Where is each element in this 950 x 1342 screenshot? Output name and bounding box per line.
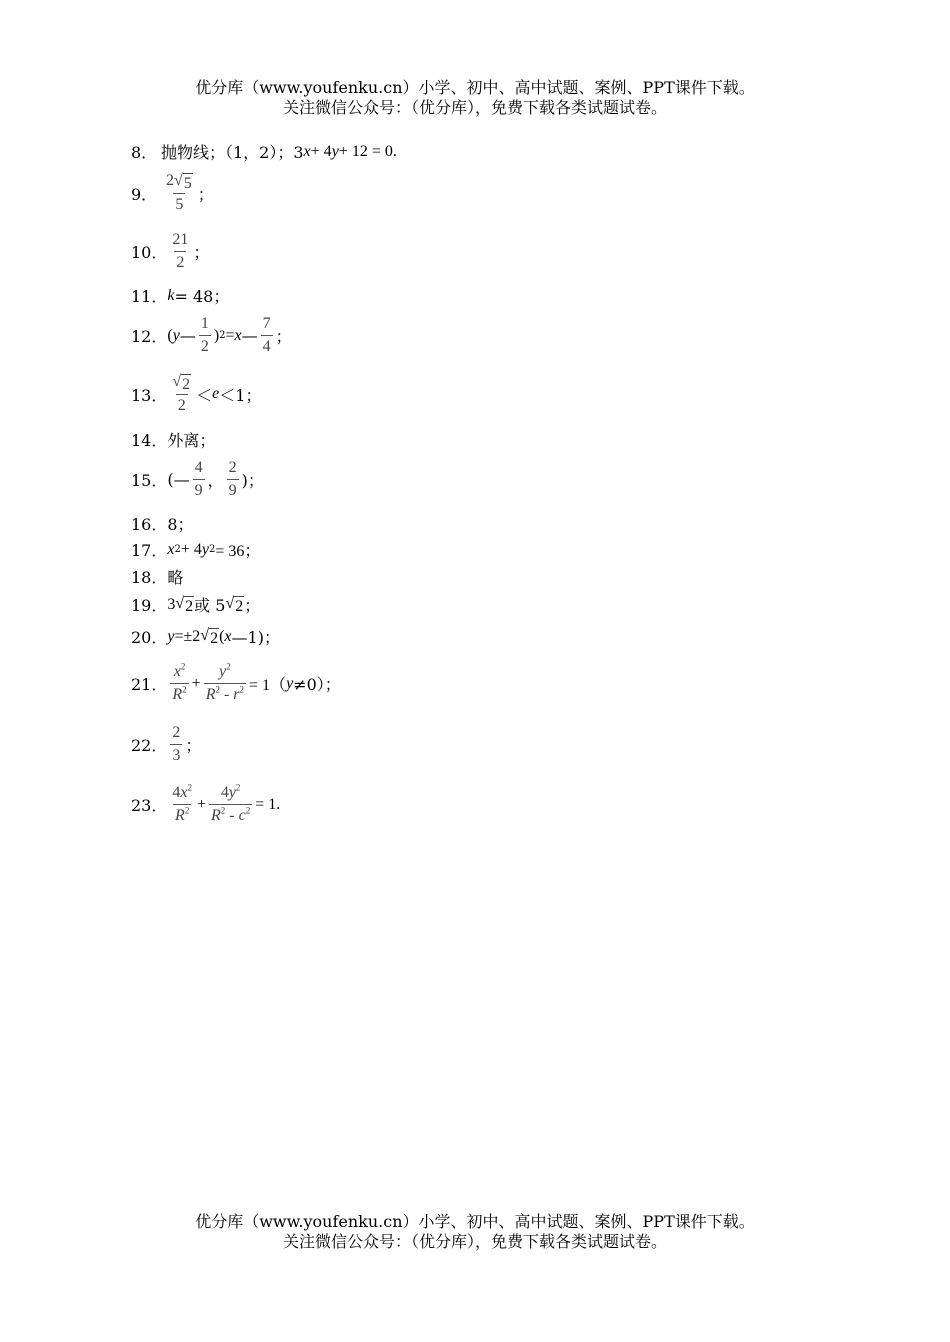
answer-text: 8； — [167, 515, 194, 534]
answer-text: 略 — [167, 568, 184, 587]
answer-text: = 48； — [174, 287, 230, 306]
numerator: 7 — [262, 315, 271, 332]
less-than: ＜ — [196, 385, 213, 405]
coefficient: 4 — [172, 784, 181, 801]
answer-text: 抛物线；（1，2）；3 — [161, 143, 304, 162]
sqrt: √ 2 — [175, 594, 194, 615]
answer-14 — [131, 428, 215, 451]
answer-text: + 12 = 0. — [338, 142, 397, 160]
minus: — — [179, 326, 196, 345]
var-x: x — [167, 540, 175, 558]
denominator: 4 — [261, 335, 273, 358]
answer-10 — [131, 229, 209, 274]
answer-8 — [131, 140, 397, 163]
var-c: c — [238, 807, 246, 824]
exponent: 2 — [245, 805, 251, 816]
sqrt: √ 2 — [172, 373, 191, 393]
answer-18 — [131, 565, 183, 588]
exponent: 2 — [220, 805, 226, 816]
exponent: 2 — [187, 782, 192, 793]
numerator: 2 — [228, 459, 237, 476]
denominator: 3 — [170, 744, 182, 767]
answer-text: )； — [241, 471, 264, 490]
var-R: R — [175, 807, 185, 824]
var-y: y — [228, 784, 236, 801]
coefficient: 4 — [220, 784, 229, 801]
sqrt: √ 2 — [200, 626, 219, 647]
numerator: 1 — [200, 315, 209, 332]
answer-9 — [131, 170, 214, 216]
answer-number: 15． — [131, 471, 168, 490]
var-x: x — [173, 663, 181, 680]
coefficient: 3 — [167, 595, 176, 613]
answer-11 — [131, 284, 229, 307]
minus: - — [225, 807, 239, 824]
var-r: r — [233, 686, 240, 703]
answer-text: + 4 — [310, 142, 332, 160]
fraction — [193, 457, 205, 502]
answer-text: ； — [244, 596, 261, 615]
answer-text: —1)； — [231, 628, 280, 647]
minus: — — [241, 326, 258, 345]
page-header — [0, 78, 950, 118]
denominator: 2 — [174, 251, 186, 274]
var-y: y — [172, 326, 180, 344]
answer-12: 12． ( y — $\frac{1}{2}$ ) 2 = x — $\frac{7}{4}$ ； — [131, 313, 292, 358]
var-e: e — [212, 385, 220, 402]
answer-number: 12． — [131, 327, 168, 346]
answer-text: ； — [275, 327, 292, 346]
fraction — [227, 457, 239, 502]
fraction — [170, 371, 193, 417]
fraction — [204, 661, 246, 706]
answer-text: 或 5 — [194, 596, 226, 615]
answer-23 — [131, 782, 280, 827]
paren-open: ( — [167, 326, 173, 344]
sqrt: √ 2 — [225, 594, 244, 615]
fraction — [209, 782, 252, 827]
var-x: x — [180, 784, 188, 801]
exponent: 2 — [239, 684, 245, 695]
var-x: x — [303, 142, 311, 160]
answer-number: 22． — [131, 736, 168, 755]
answer-text: ； — [185, 736, 202, 755]
var-y: y — [167, 627, 175, 645]
plus: + — [196, 795, 207, 813]
answer-number: 10． — [131, 243, 168, 262]
answer-number: 20． — [131, 628, 168, 647]
answer-number: 19． — [131, 596, 168, 615]
answer-13 — [131, 371, 261, 417]
answer-text: ＜1； — [219, 385, 262, 405]
radicand: 2 — [185, 597, 194, 615]
exponent: 2 — [235, 782, 241, 793]
page-footer — [0, 1212, 950, 1252]
answer-16 — [131, 512, 194, 535]
answer-17: 17． x 2 + 4 y 2 = 36； — [131, 538, 260, 561]
plus: + — [191, 674, 201, 692]
answer-number: 16． — [131, 515, 168, 534]
answer-number: 9． — [131, 184, 158, 204]
radicand: 2 — [235, 597, 244, 615]
answer-text: ； — [193, 243, 210, 262]
var-k: k — [167, 286, 175, 304]
denominator: 2 — [199, 335, 211, 358]
answer-text: =±2 — [174, 627, 201, 645]
minus: - — [219, 686, 234, 703]
exponent: 2 — [184, 805, 190, 816]
numerator: 21 — [172, 231, 189, 248]
answer-text: + 4 — [180, 540, 202, 558]
answer-number: 14． — [131, 431, 168, 450]
answer-text: 外离； — [167, 431, 216, 450]
fraction — [170, 229, 190, 274]
radicand: 5 — [183, 175, 192, 192]
answer-19 — [131, 593, 260, 616]
header-line-2: 关注微信公众号：（优分库），免费下载各类试题试卷。 — [282, 98, 667, 117]
comma: ， — [207, 471, 224, 490]
answer-number: 23． — [131, 796, 168, 815]
var-R: R — [172, 686, 183, 703]
var-x: x — [234, 326, 242, 344]
exponent: 2 — [180, 661, 186, 672]
answer-text: = 36； — [215, 543, 261, 560]
denominator: 5 — [173, 193, 185, 216]
answer-number: 17． — [131, 541, 168, 560]
var-y: y — [286, 674, 294, 692]
answer-21 — [131, 661, 341, 706]
exponent: 2 — [215, 684, 220, 695]
answer-number: 11． — [131, 287, 168, 306]
denominator: 9 — [193, 479, 205, 502]
numerator: 2 — [172, 724, 181, 741]
numerator: 4 — [194, 459, 203, 476]
radicand: 2 — [210, 629, 219, 647]
answer-number: 8． — [131, 143, 158, 162]
denominator: 2 — [176, 394, 188, 417]
var-y: y — [201, 540, 209, 558]
fraction — [170, 782, 194, 827]
paren-open: ( — [219, 627, 225, 645]
answer-22 — [131, 722, 201, 767]
answer-text: ≠0）； — [293, 675, 341, 694]
answer-number: 18． — [131, 568, 168, 587]
answer-15 — [131, 457, 264, 502]
answer-text: = 1. — [255, 795, 281, 813]
footer-line-1: 优分库（www.youfenku.cn）小学、初中、高中试题、案例、PPT课件下载。 — [195, 1212, 755, 1231]
coefficient: 2 — [166, 172, 174, 189]
var-y: y — [219, 663, 227, 680]
answer-number: 21． — [131, 675, 168, 694]
var-R: R — [211, 807, 221, 824]
answer-text: ； — [197, 184, 214, 204]
paren-close: ) — [213, 326, 220, 344]
fraction — [199, 313, 211, 358]
var-x: x — [224, 627, 232, 645]
exponent: 2 — [226, 661, 231, 672]
header-line-1: 优分库（www.youfenku.cn）小学、初中、高中试题、案例、PPT课件下载。 — [195, 78, 755, 97]
equals: = — [225, 326, 235, 344]
fraction — [261, 313, 273, 358]
fraction — [170, 661, 188, 706]
answer-number: 13． — [131, 385, 168, 405]
var-y: y — [331, 142, 339, 160]
sqrt: √ 5 — [174, 172, 192, 192]
answer-text: = 1（ — [249, 677, 287, 694]
answer-20 — [131, 625, 280, 648]
exponent: 2 — [182, 684, 187, 695]
var-R: R — [205, 686, 216, 703]
fraction — [164, 170, 195, 216]
footer-line-2: 关注微信公众号：（优分库），免费下载各类试题试卷。 — [282, 1232, 667, 1251]
fraction — [170, 722, 182, 767]
denominator: 9 — [227, 479, 239, 502]
radicand: 2 — [182, 376, 191, 393]
paren-open: (— — [167, 470, 190, 489]
